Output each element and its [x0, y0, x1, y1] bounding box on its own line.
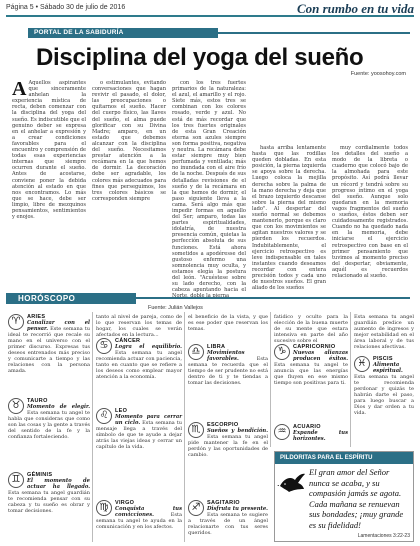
- virgo-icon: ♍: [96, 500, 112, 516]
- sign-libra: [188, 344, 268, 418]
- sign-subtitle: Sueños y bendición.: [207, 428, 268, 434]
- sign-subtitle: Expande tus horizontes.: [293, 430, 348, 442]
- article-column-1: [12, 80, 86, 285]
- aries-icon: ♈: [8, 314, 24, 330]
- intro-text: tanto al nivel de pareja, como de lo que reservan los temas de hogar, los cuales se verán afectados en la lectura...: [96, 314, 182, 338]
- scorpio-icon: ♏: [188, 422, 204, 438]
- sign-text: Esta semana tu angel recomienda actuar con paciencia, tanto en cuanto que se refiere a los deseos como emplear mayor atención a la economía.: [96, 350, 182, 380]
- horoscope-rule: [136, 297, 410, 299]
- sign-piscis: [354, 356, 414, 448]
- article-column-text: o estimulantes, evitando conversaciones que hagan revivir el pasado, el dolor, las preocupaciones o quitarnos el sueño. Hacer del cuerpo físico, las llaves del sueño, el alma puede glorificar con su Divina Madre; amparo, en un estado que debemos alcanzar con la disciplina del sueño. Necesitamos prestar atención a la recámara en la que hemos de dormir. La decoración debe ser agradable, los colores más adecuados para fines que perseguimos, los tres colores básicos se corresponden siempre: [92, 80, 166, 202]
- page-date: Página 5 • Sábado 30 de julio de 2016: [6, 4, 126, 11]
- taurus-icon: ♉: [8, 398, 24, 414]
- dove-icon: [277, 468, 307, 498]
- sign-leo: [96, 408, 182, 496]
- sign-name: ESCORPIO: [207, 422, 239, 428]
- sign-subtitle: Momento de elegir.: [27, 404, 90, 410]
- column-divider: [92, 312, 93, 542]
- sign-text: Esta semana tu angel guardián predice un aumento de ingresos y mejor estabilidad en el área laboral y de tus relaciones afectivas.: [354, 314, 414, 350]
- article-column-text: muy cordialmente todos los detalles del sueño a modo de la libreta o cuaderno que colocó bajo de la almohada para este propósito. Así podrá llevar un récord y tendrá sobre su progreso íntimo en el yoga del sueño. Aunque solo quedaran en la memoria vagos fragmentos del sueño o sueños, éstos deben ser cuidadosamente registrados. Cuando no ha quedado nada en la memoria, debe iniciarse el ejercicio retrospectivo con base en el primer pensamiento que tuvimos al momento preciso del despertar, obviamente, aquél es recuerdos relacionado al sueño.: [332, 145, 408, 279]
- sign-text: Esta semana tu angel te ayuda en la comunicación y en los afectos.: [96, 512, 182, 530]
- sign-name: CÁNCER: [115, 338, 141, 344]
- sign-subtitle: Conquista tus convicciones.: [115, 506, 182, 518]
- sign-subtitle: Logra el equilibrio.: [115, 344, 182, 350]
- sign-tauro: [8, 398, 90, 468]
- sign-name: LIBRA: [207, 344, 226, 350]
- article-column-5: [332, 145, 408, 285]
- horoscope-intro-2: [188, 314, 268, 340]
- article-column-text: con los tres fuertes primarios de la naturaleza: el azul, el amarillo y el rojo. Siete más, estos tres se combinan con los colores rosado, verde y azul. No está de más recordar que los tres fuertes originales de esta Gran Creación eterna son azules siempre son forma positiva, negativa y neutra. La recámara debe estar siempre muy bien perfumada y ventilada; más no inundada con el aire frío de la noche. Después de sus detalladas revisiones de el sueño y de la recámara en la que hemos de dormir, el paso siguiente lleva a la cama. Será algo más que impedir formas en aquello del Ser; amparo, todas las partes espiritualidades, idolatría, de nuestra presencia común, quietas la perfección absoluta de sus funciones. Está ahora sometidos a apodéresse del gustoso enfermo una somnolencia muy oculta, y estamos elegía la postura del león. "Acuéstese sobre su lado derecho, con la cabeza apuntando hacia el: [172, 80, 246, 294]
- horoscope-section-label: [6, 293, 136, 304]
- pisces-icon: ♓: [354, 356, 370, 372]
- cancer-icon: ♋: [96, 338, 112, 354]
- sign-subtitle: Movimientos favorables.: [207, 350, 245, 362]
- article-credit: Fuente: yoosohoy.com: [350, 71, 406, 77]
- column-divider: [184, 312, 185, 542]
- intro-text: fatidico y oculto para la elección de la buena muerte de su mente que estara intensiva en parte del año sucesivo sobre el: [274, 314, 348, 344]
- intro-text: el beneficio de la vista, y que es ese poder que reservan los temas.: [188, 314, 268, 332]
- sign-text: Esta semana tu angel guardián te recomienda pensar con su cabeza y tu sueño es obrar y tomar decisiones.: [8, 490, 90, 514]
- sign-subtitle: Nuevas alianzas producen éxitos.: [293, 350, 348, 362]
- sign-text: Esta semana te recuerda que el tiempo de ser prudente no está dentro de ti y te tiendas a tomar las decisiones.: [188, 356, 268, 386]
- sign-subtitle: Momento para cerrar un ciclo.: [115, 414, 182, 426]
- sign-name: ARIES: [27, 314, 46, 320]
- section-rule: [218, 32, 410, 34]
- acuario-text: [354, 314, 414, 354]
- article-column-text: hasta arriba lentamente hasta que las rodillas queden dobladas. En esta posición, la pierna izquierda se apoya sobre la derecha. Luego coloca la mejilla derecha sobre la palma de la mano derecha y deja que el brazo izquierdo descanse sobre la pierna del mismo lado". Al despertar del sueño normal se debemos mantenerlo, porque es claro que con los movimientos se agitan nuestros valores y se pierden los recuerdos. Indubitablemente, el ejercicio retrospectivo es leve indispensable en tales instantes cuando deseamos recordar con entera precisión todos y cada uno de nuestros sueños. El gran aliado de los sueños: [252, 145, 326, 292]
- sign-subtitle: El momento de actuar ha llegado.: [27, 478, 90, 490]
- horoscope-credit: Fuente: Julián Vallejos: [148, 305, 203, 311]
- pildoritas-reference: Lamentaciones 3:22-23: [357, 533, 410, 539]
- libra-icon: ♎: [188, 344, 204, 360]
- sign-subtitle: Alimenta espiritual.: [373, 362, 403, 374]
- sign-escorpio: [188, 422, 268, 496]
- sign-virgo: [96, 500, 182, 542]
- sign-text: Este semana tu ideal te recorrió que recale su mano en el universo con el primer discurso. Expresas tus deseos entrenados más preciso y comunicarte a tiempo y las relaciones con la persona amada.: [8, 326, 90, 374]
- sign-text: Esta semana tu angel te recomienda perdonar y quizás te habrán darte el paso, para luego buscar a Dios y dar orden a tu vida.: [354, 374, 414, 416]
- sign-subtitle: Disfruta tu presente.: [207, 506, 268, 512]
- article-column-4: [252, 145, 326, 292]
- column-divider: [270, 312, 271, 447]
- sign-name: TAURO: [27, 398, 48, 404]
- sign-name: LEO: [115, 408, 128, 414]
- pildoritas-box: [274, 451, 414, 542]
- sign-name: VIRGO: [115, 500, 135, 506]
- sign-name: PISCIS: [373, 356, 393, 362]
- pildoritas-label: PILDORITAS PARA EL ESPÍRITU: [280, 455, 373, 461]
- sign-name: CAPRICORNIO: [293, 344, 336, 350]
- aquarius-icon: ♒: [274, 424, 290, 440]
- article-column-2: [92, 80, 166, 285]
- sign-text: Esta semana te sugiere a través de un ángel relacionarte con tus seres queridos.: [188, 512, 268, 536]
- pildoritas-verse: El gran amor del Señor nunca se acaba, y su compasión jamás se agota. Cada mañana se renuevan sus bondades; ¡muy grande es su fidelidad!: [309, 467, 404, 530]
- sign-name: SAGITARIO: [207, 500, 240, 506]
- article-title: Disciplina del yoga del sueño: [36, 44, 364, 71]
- article-section-label-text: PORTAL DE LA SABIDURÍA: [34, 29, 124, 36]
- leo-icon: ♌: [96, 408, 112, 424]
- sign-geminis: [8, 472, 90, 542]
- page-header: [6, 3, 414, 17]
- sign-sagitario: [188, 500, 268, 542]
- sign-text: Esta semana tu angel te anuncia que las energías que fluyen en ese mismo tiempo son positivas para ti.: [274, 362, 348, 386]
- sagittarius-icon: ♐: [188, 500, 204, 516]
- sign-capricornio: [274, 344, 348, 422]
- horoscope-label-text: HORÓSCOPO: [18, 294, 76, 303]
- article-section-label: [28, 28, 218, 38]
- sign-text: Esta semana tu mensaje llega a través del símbolo de que te ayude a dejar atrás las viejas ideas y cerrar un capítulo de la vida.: [96, 420, 182, 450]
- drop-cap: A: [12, 78, 27, 100]
- pildoritas-header: [275, 452, 413, 464]
- horoscope-intro-3: [274, 314, 348, 344]
- sign-cancer: [96, 338, 182, 404]
- section-name: Con rumbo en tu vida: [296, 1, 414, 16]
- sign-subtitle: Canalizar con el pensar.: [27, 320, 90, 332]
- sign-name: GÉMINIS: [27, 472, 53, 478]
- gemini-icon: ♊: [8, 472, 24, 488]
- sign-name: ACUARIO: [293, 424, 321, 430]
- column-divider: [350, 312, 351, 447]
- capricorn-icon: ♑: [274, 344, 290, 360]
- article-column-3: [172, 80, 246, 294]
- sign-aries: [8, 314, 90, 394]
- sign-text: Esta semana tu angel pide mantener la fe en el perdón y las oportunidades de cambio.: [188, 434, 268, 458]
- sign-text: Esta semana tu angel te habla que consideras que como son las cosas y la gente a través del sentido de la fe y la confianza fortaleciendo.: [8, 410, 90, 440]
- horoscope-intro: [96, 314, 182, 338]
- sign-acuario: [274, 424, 348, 448]
- article-column-text: Aquellos aspirantes que sinceramente anhelan la experiencia mística de recta, deben comenzar con la disciplina del yoga del sueño. Es indiscutible que el genuino deber se expresa en el anhelar a expresión y a crear condiciones favorables para el encuentro y comprensión de todas esas experiencias internas que siempre ocurren durante el sueño. Antes de acostarse, conviene poner la debida atención al estado en que nos encontramos. Lo más que se hace, debe ser limpio, libre de mezquinos pensamientos, sentimientos y enojos.: [12, 80, 86, 221]
